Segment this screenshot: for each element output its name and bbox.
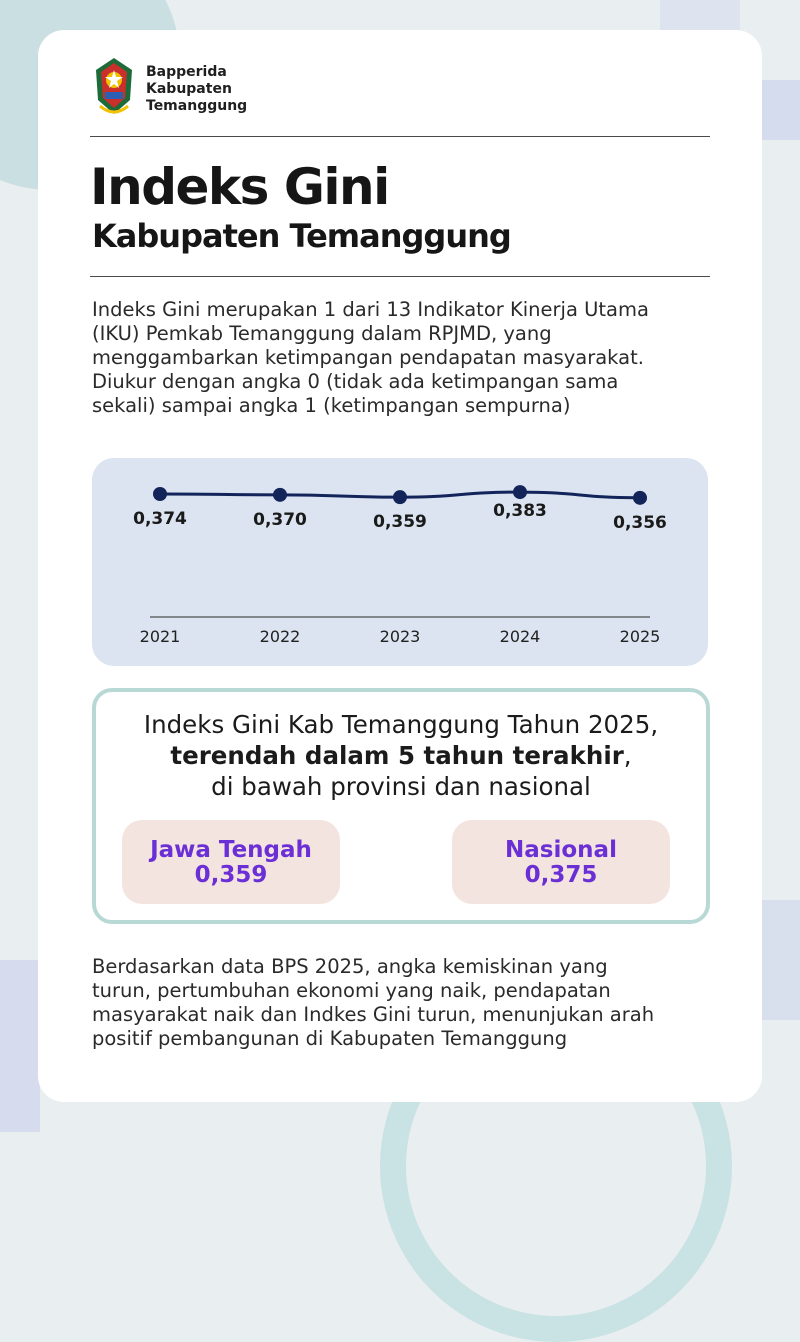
org-line: Bapperida: [146, 64, 227, 80]
gini-line-chart: [92, 458, 708, 666]
highlight-box: [92, 688, 710, 924]
org-line: Kabupaten: [146, 81, 232, 97]
divider: [90, 276, 710, 277]
closing-paragraph: [92, 955, 732, 1051]
bapperida-logo: [92, 56, 136, 118]
comparison-value: 0,375: [524, 862, 598, 888]
x-tick-label: 2022: [259, 627, 301, 646]
background-square: [0, 960, 40, 1132]
comparison-pill-jawa-tengah: [122, 820, 340, 904]
page-subtitle: Kabupaten Temanggung: [92, 217, 511, 255]
x-tick-label: 2024: [499, 627, 541, 646]
closing-line: positif pembangunan di Kabupaten Temanggung: [92, 1027, 568, 1050]
intro-paragraph: [92, 298, 732, 418]
highlight-line-2: [96, 741, 706, 770]
x-tick-label: 2023: [379, 627, 421, 646]
intro-line: sekali) sampai angka 1 (ketimpangan sempurna): [92, 394, 571, 417]
page-title: Indeks Gini: [90, 158, 389, 216]
gini-chart-panel: [92, 458, 708, 666]
data-label: 0,359: [373, 512, 427, 533]
intro-line: Diukur dengan angka 0 (tidak ada ketimpangan sama: [92, 370, 619, 393]
data-label: 0,356: [613, 512, 667, 533]
data-point: [393, 490, 407, 504]
data-label: 0,374: [133, 509, 187, 529]
x-tick-label: 2021: [139, 627, 181, 646]
organization-name: [146, 64, 247, 115]
highlight-emphasis: terendah dalam 5 tahun terakhir: [170, 741, 624, 770]
comparison-pill-nasional: [452, 820, 670, 904]
divider: [90, 136, 710, 137]
comparison-name: Nasional: [505, 837, 617, 863]
closing-line: turun, pertumbuhan ekonomi yang naik, pendapatan: [92, 979, 611, 1002]
highlight-line-3: di bawah provinsi dan nasional: [211, 772, 591, 801]
data-point: [153, 487, 167, 501]
highlight-line-2-tail: ,: [623, 741, 632, 770]
data-point: [633, 491, 647, 505]
data-label: 0,383: [493, 501, 547, 522]
intro-line: menggambarkan ketimpangan pendapatan masyarakat.: [92, 346, 644, 369]
org-line: Temanggung: [146, 98, 248, 114]
closing-line: masyarakat naik dan Indkes Gini turun, menunjukan arah: [92, 1003, 655, 1026]
highlight-line-1: Indeks Gini Kab Temanggung Tahun 2025,: [143, 710, 659, 739]
x-tick-label: 2025: [619, 627, 661, 646]
closing-line: Berdasarkan data BPS 2025, angka kemiskinan yang: [92, 955, 608, 978]
intro-line: (IKU) Pemkab Temanggung dalam RPJMD, yang: [92, 322, 552, 345]
background-square: [660, 0, 740, 30]
data-label: 0,370: [253, 509, 307, 530]
data-point: [273, 488, 287, 502]
background-square: [762, 900, 800, 1020]
comparison-value: 0,359: [194, 862, 268, 888]
data-point: [513, 485, 527, 499]
intro-line: Indeks Gini merupakan 1 dari 13 Indikator Kinerja Utama: [92, 298, 649, 321]
comparison-name: Jawa Tengah: [150, 837, 312, 863]
